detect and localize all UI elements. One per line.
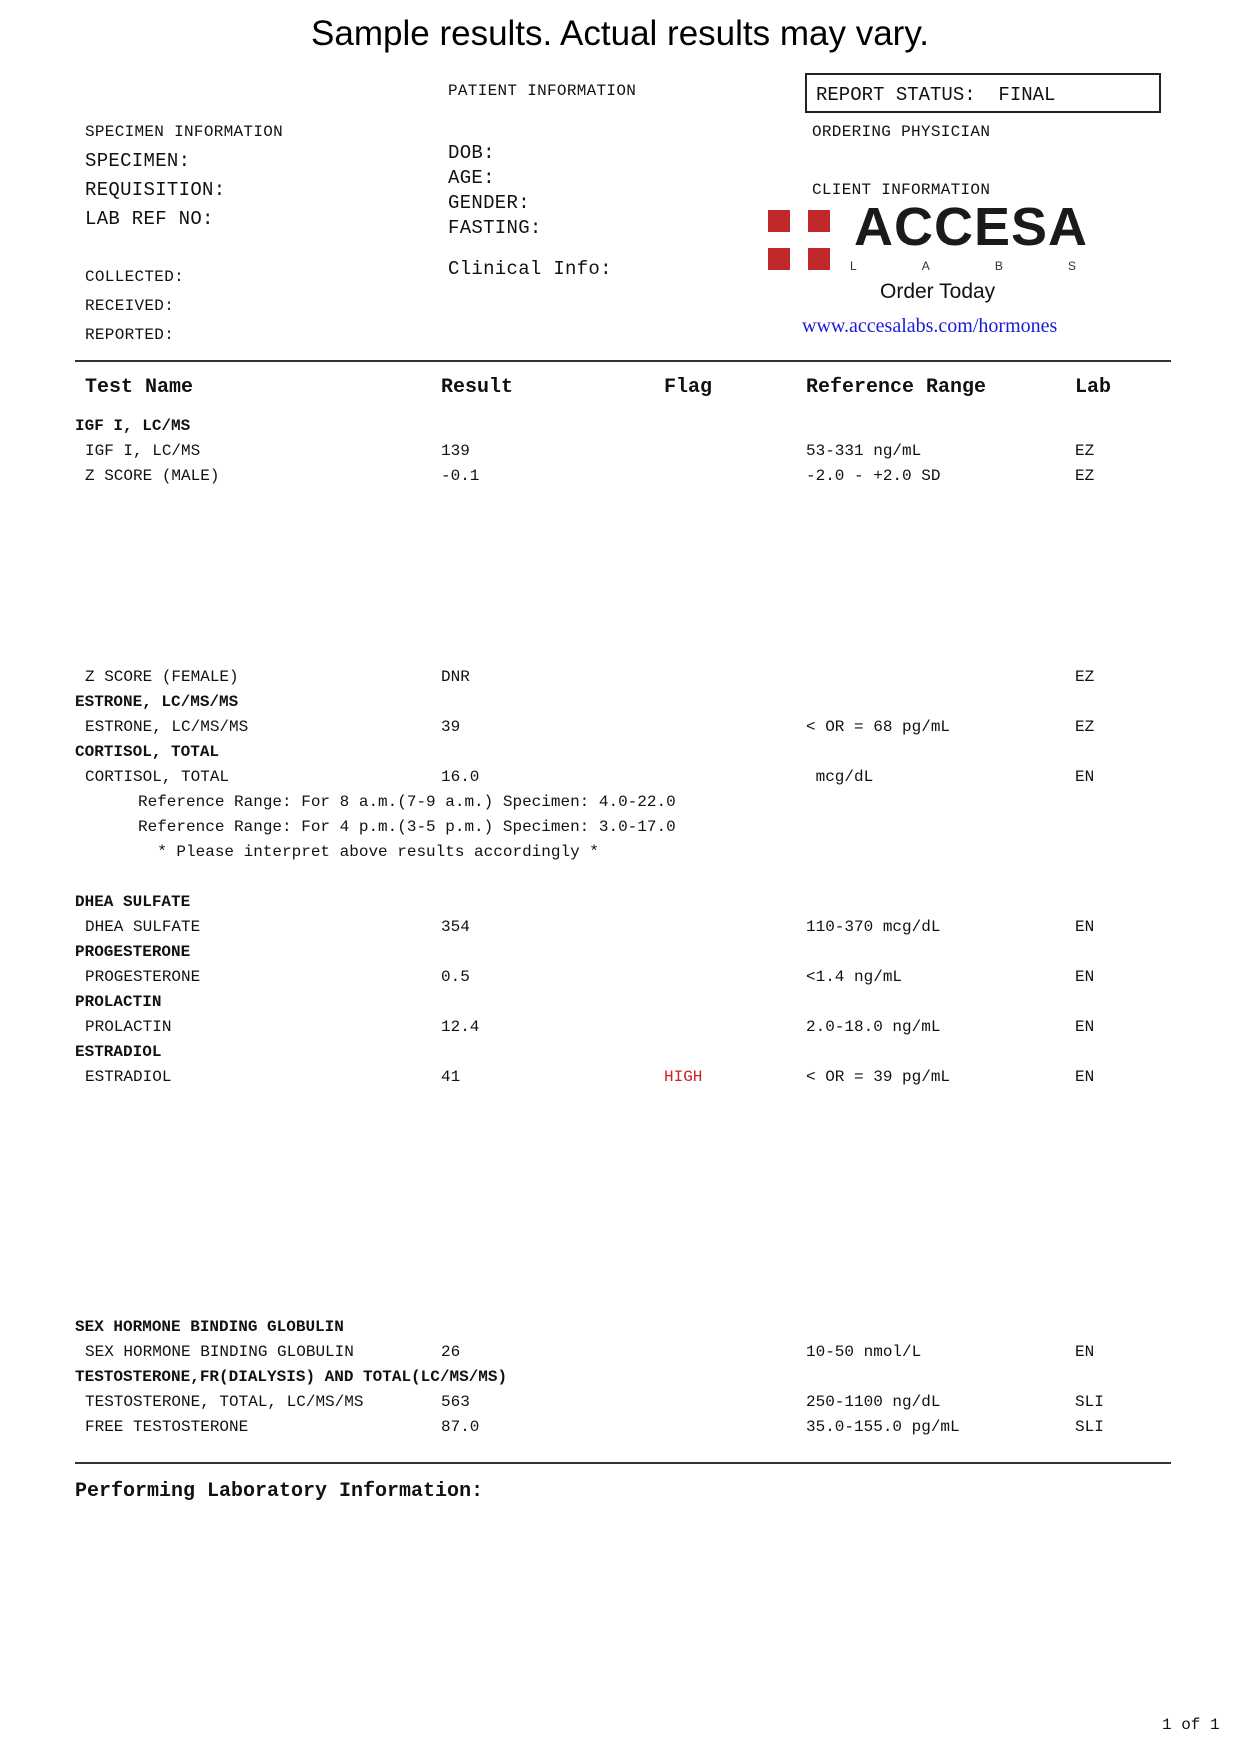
reference-note: * Please interpret above results accordingly * (138, 843, 599, 861)
specimen-field: SPECIMEN: (85, 150, 191, 172)
col-test-name: Test Name (85, 376, 194, 399)
result-row: FREE TESTOSTERONE 87.0 35.0-155.0 pg/mL SLI (85, 1418, 1104, 1436)
requisition-field: REQUISITION: (85, 179, 226, 201)
result-row: IGF I, LC/MS 139 53-331 ng/mL EZ (85, 442, 1095, 460)
result-row: TESTOSTERONE, TOTAL, LC/MS/MS 563 250-1100 ng/dL SLI (85, 1393, 1104, 1411)
clinical-info-field: Clinical Info: (448, 258, 612, 280)
test-group-heading: ESTRADIOL (75, 1043, 162, 1061)
test-group-heading: PROLACTIN (75, 993, 162, 1011)
logo-letter: A (921, 259, 930, 273)
col-flag: Flag (664, 376, 713, 399)
test-group-heading: TESTOSTERONE,FR(DIALYSIS) AND TOTAL(LC/MS/MS) (75, 1368, 508, 1386)
age-field: AGE: (448, 167, 495, 189)
result-row: SEX HORMONE BINDING GLOBULIN 26 10-50 nmol/L EN (85, 1343, 1095, 1361)
logo-letter: L (850, 259, 857, 273)
col-reference-range: Reference Range (806, 376, 987, 399)
header-divider (75, 360, 1171, 362)
patient-information-label: PATIENT INFORMATION (448, 82, 637, 100)
lab-ref-no-field: LAB REF NO: (85, 208, 214, 230)
ordering-physician-label: ORDERING PHYSICIAN (812, 123, 991, 141)
result-row: PROLACTIN 12.4 2.0-18.0 ng/mL EN (85, 1018, 1095, 1036)
fasting-field: FASTING: (448, 217, 542, 239)
reported-field: REPORTED: (85, 326, 175, 344)
test-group-heading: SEX HORMONE BINDING GLOBULIN (75, 1318, 344, 1336)
client-information-label: CLIENT INFORMATION (812, 181, 991, 199)
reference-note: Reference Range: For 4 p.m.(3-5 p.m.) Specimen: 3.0-17.0 (138, 818, 676, 836)
result-row: DHEA SULFATE 354 110-370 mcg/dL EN (85, 918, 1095, 936)
page-number: 1 of 1 (1162, 1716, 1220, 1734)
gender-field: GENDER: (448, 192, 530, 214)
footer-divider (75, 1462, 1171, 1464)
logo-subtitle (850, 259, 1076, 273)
result-row: CORTISOL, TOTAL 16.0 mcg/dL EN (85, 768, 1095, 786)
logo-square-icon (808, 248, 830, 270)
logo-wordmark: ACCESA (854, 197, 1089, 257)
order-link[interactable]: www.accesalabs.com/hormones (802, 315, 1058, 337)
performing-lab-heading: Performing Laboratory Information: (75, 1480, 484, 1503)
result-row: ESTRONE, LC/MS/MS 39 < OR = 68 pg/mL EZ (85, 718, 1095, 736)
logo-square-icon (768, 210, 790, 232)
logo-square-icon (808, 210, 830, 232)
test-group-heading: IGF I, LC/MS (75, 417, 191, 435)
test-group-heading: ESTRONE, LC/MS/MS (75, 693, 239, 711)
result-row: PROGESTERONE 0.5 <1.4 ng/mL EN (85, 968, 1095, 986)
specimen-information-label: SPECIMEN INFORMATION (85, 123, 284, 141)
logo-letter: S (1067, 259, 1076, 273)
result-row: Z SCORE (FEMALE) DNR EZ (85, 668, 1095, 686)
dob-field: DOB: (448, 142, 495, 164)
logo-letter: B (994, 259, 1003, 273)
test-group-heading: CORTISOL, TOTAL (75, 743, 220, 761)
collected-field: COLLECTED: (85, 268, 185, 286)
col-result: Result (441, 376, 514, 399)
flag-high: HIGH (664, 1068, 703, 1086)
col-lab: Lab (1075, 376, 1112, 399)
received-field: RECEIVED: (85, 297, 175, 315)
sample-disclaimer-banner: Sample results. Actual results may vary. (311, 14, 929, 53)
reference-note: Reference Range: For 8 a.m.(7-9 a.m.) Specimen: 4.0-22.0 (138, 793, 676, 811)
test-group-heading: PROGESTERONE (75, 943, 191, 961)
test-group-heading: DHEA SULFATE (75, 893, 191, 911)
report-status: REPORT STATUS: FINAL (816, 84, 1056, 106)
order-today-text: Order Today (880, 280, 996, 303)
result-row: Z SCORE (MALE) -0.1 -2.0 - +2.0 SD EZ (85, 467, 1095, 485)
result-row: ESTRADIOL 41 HIGH < OR = 39 pg/mL EN (85, 1068, 1095, 1086)
logo-square-icon (768, 248, 790, 270)
